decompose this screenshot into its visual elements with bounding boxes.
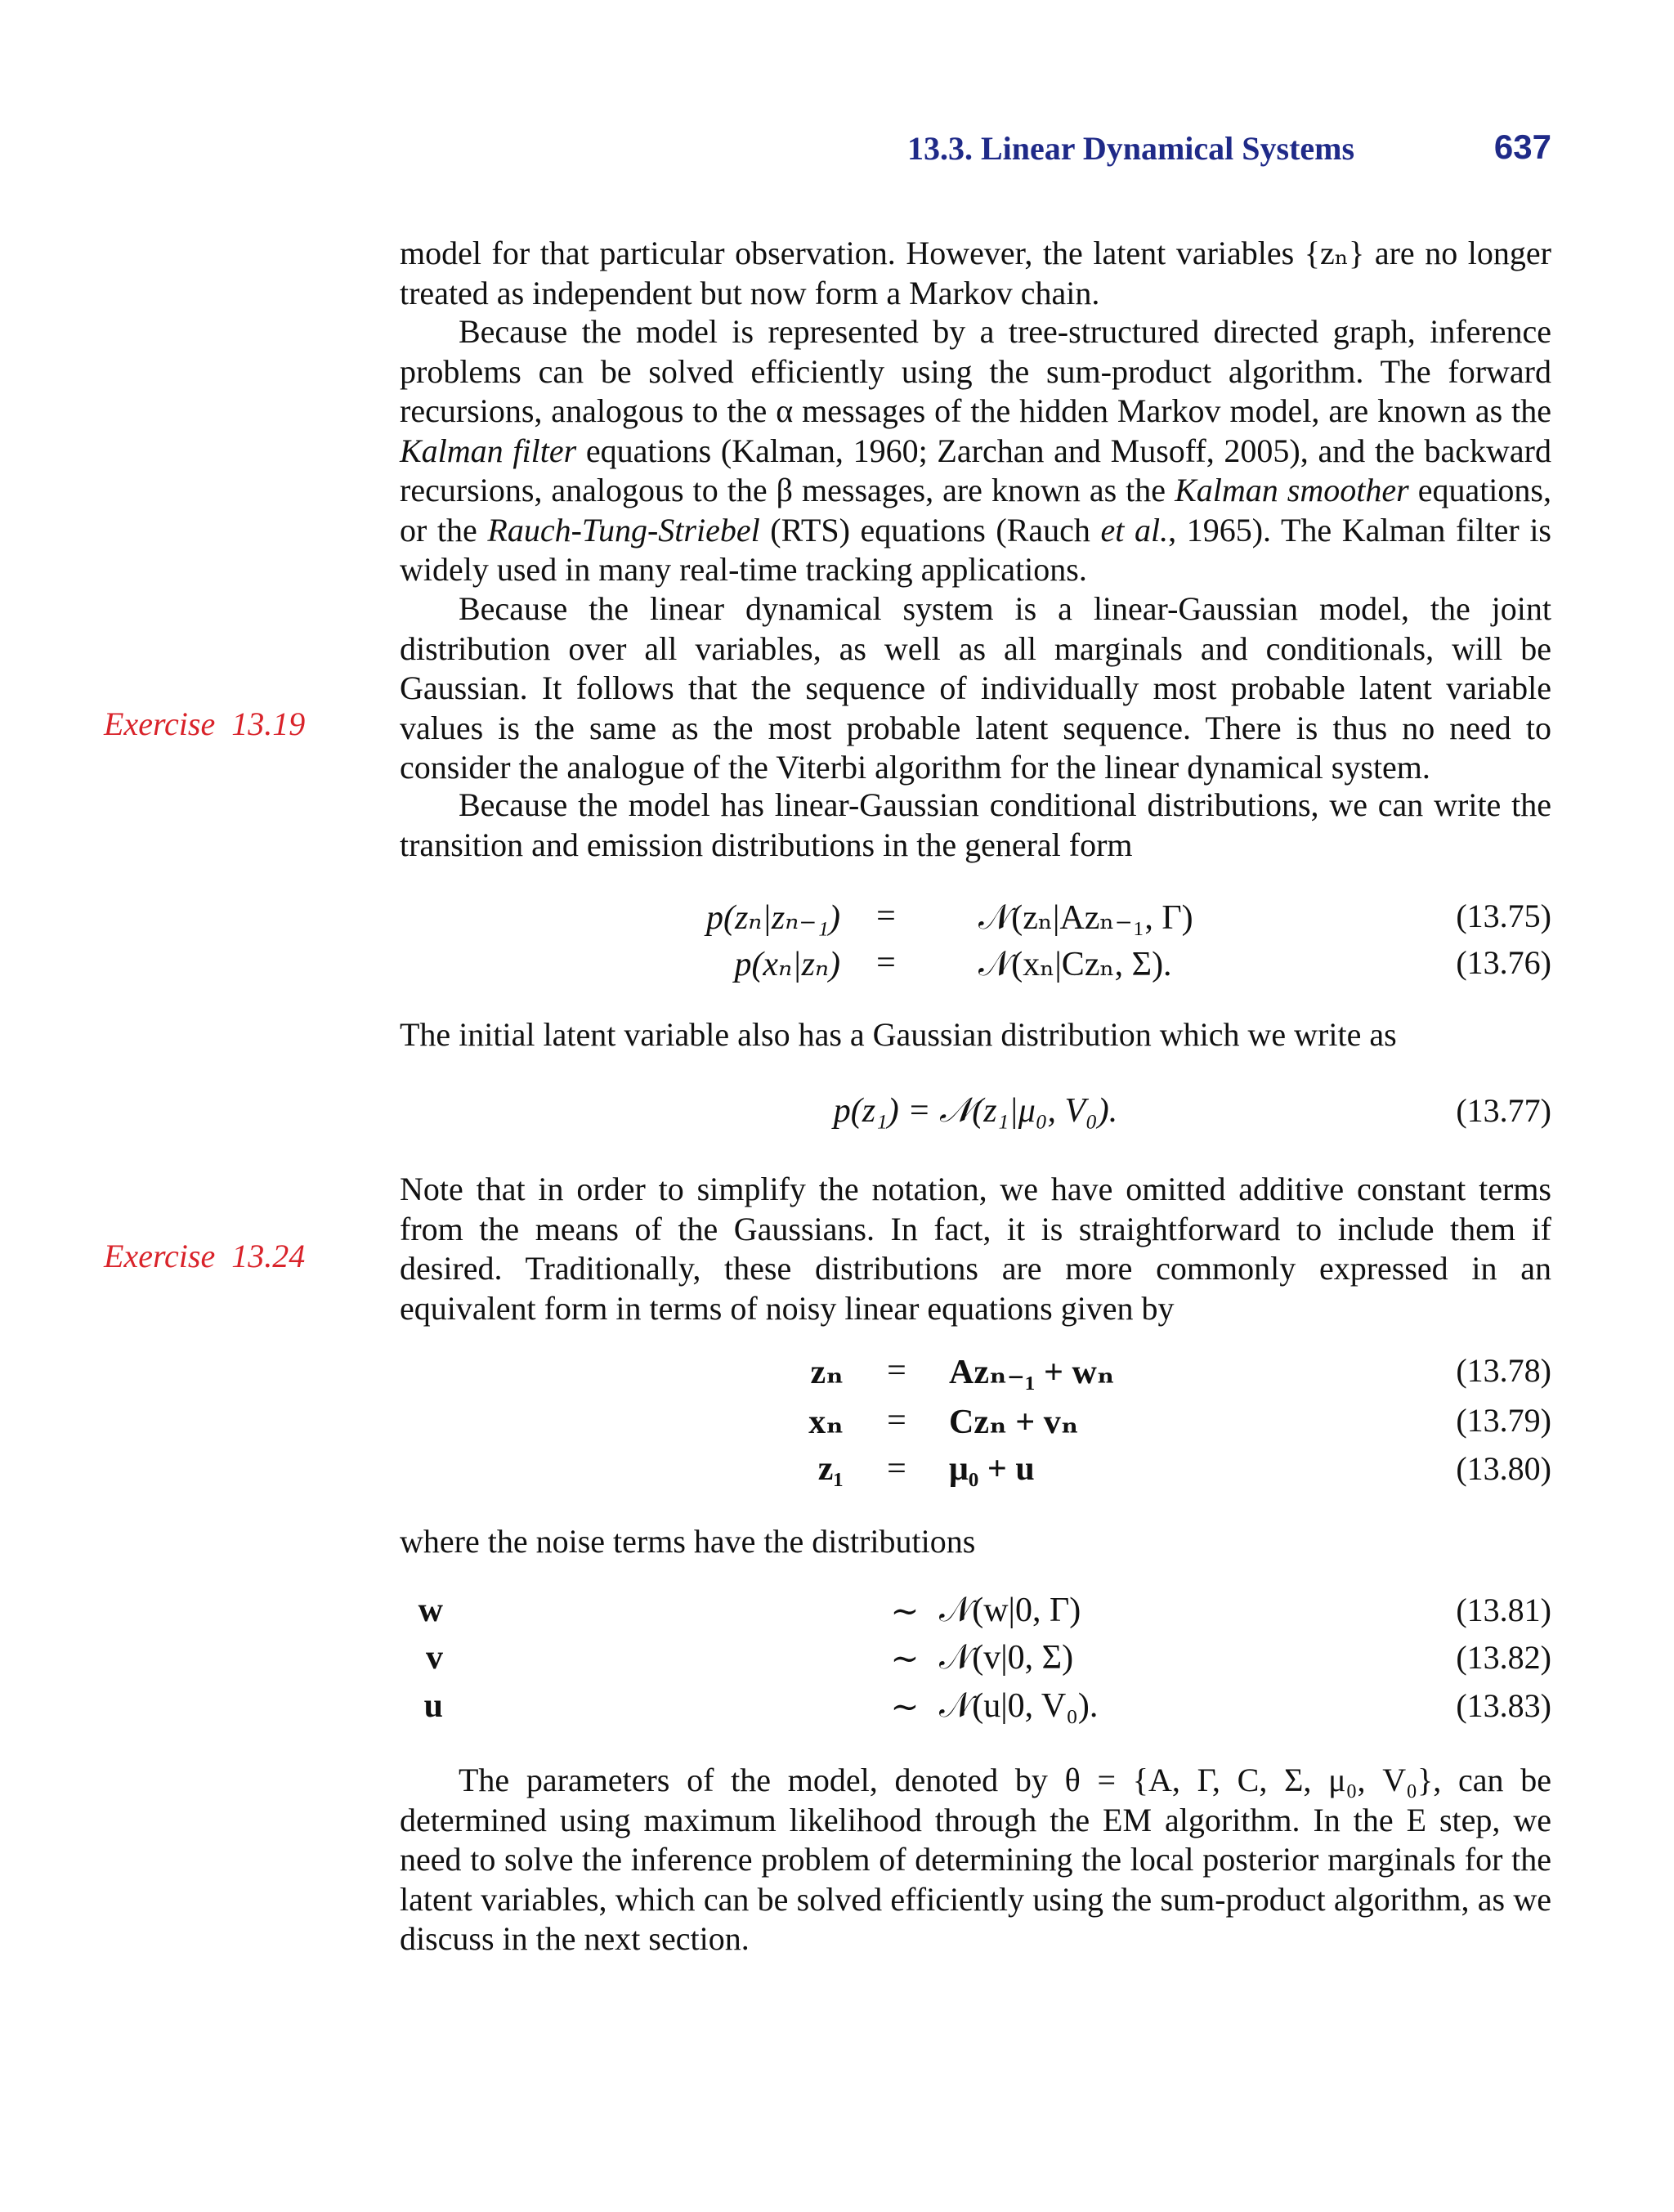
equation-lhs: z₁ [817, 1450, 844, 1488]
equation-number: (13.80) [1456, 1450, 1551, 1487]
equation-rhs: Czₙ + vₙ [949, 1404, 1079, 1441]
equation-relation: ∼ [890, 1689, 920, 1726]
equation-number: (13.77) [1456, 1092, 1551, 1129]
equation-lhs: v [426, 1639, 443, 1677]
equation-rhs: μ₀ + u [949, 1450, 1035, 1488]
equation-number: (13.83) [1456, 1687, 1551, 1724]
equation-rhs: 𝒩(u|0, V₀). [939, 1687, 1099, 1725]
equation-lhs: p(zₙ|zₙ₋₁) [705, 899, 840, 937]
text-run: (RTS) equations (Rauch [759, 511, 1101, 549]
paragraph-8: The parameters of the model, denoted by θ = {A, Γ, C, Σ, μ₀, V₀}, can be determined using maximum likelihood through the EM algorithm. In the E step, we need to solve the inference problem of determining the local posterior marginals for the latent variables, which can be solved efficiently using the sum-product algorithm, as we discuss in the next section. [400, 1762, 1551, 1957]
equation-relation: ∼ [890, 1641, 920, 1678]
equation-lhs: zₙ [810, 1354, 844, 1391]
paragraph-2 [400, 312, 1551, 590]
equation-13-75 [400, 897, 1551, 943]
paragraph-4: Because the model has linear-Gaussian conditional distributions, we can write the transition and emission distributions in the general form [400, 786, 1551, 863]
equation-13-80 [400, 1449, 1551, 1495]
paragraph-3: Because the linear dynamical system is a linear-Gaussian model, the joint distribution over all variables, as well as all marginals and conditionals, will be Gaussian. It follows that the sequence of individually most probable latent variable values is the same as the most probable latent sequence. There is thus no need to consider the analogue of the Viterbi algorithm for the linear dynamical system. [400, 590, 1551, 786]
page-number: 637 [1493, 128, 1551, 166]
term-kalman-filter: Kalman filter [400, 432, 577, 469]
equation-13-78 [400, 1351, 1551, 1397]
equation-number: (13.81) [1456, 1592, 1551, 1628]
text-run: Because the model is represented by a tree-structured directed graph, inference problems can be solved efficiently using the sum-product algorithm. The forward recursions, analogous to the α messages of the hidden Markov model, are known as the [400, 313, 1551, 429]
paragraph-7: where the noise terms have the distributions [400, 1523, 976, 1560]
exercise-note-13-24: Exercise 13.24 [104, 1238, 306, 1274]
equation-full: p(z₁) = 𝒩(z₁|μ₀, V₀). [833, 1092, 1118, 1130]
text-run: equations (Kalman, 1960; Zarchan and Musoff, 2005), and the backward recursions, analogous to the β messages, are known as the [400, 432, 1552, 508]
equation-13-83 [400, 1686, 1551, 1732]
equation-lhs: w [418, 1592, 443, 1629]
paragraph-5: The initial latent variable also has a Gaussian distribution which we write as [400, 1016, 1397, 1053]
citation-et-al: et al. [1100, 511, 1169, 549]
term-rts: Rauch-Tung-Striebel [487, 511, 760, 549]
equation-13-82 [400, 1638, 1551, 1684]
equation-relation: = [887, 1402, 906, 1440]
equation-lhs: xₙ [808, 1404, 844, 1441]
equation-rhs: 𝒩(v|0, Σ) [939, 1639, 1074, 1677]
equation-rhs: 𝒩(w|0, Γ) [939, 1592, 1081, 1629]
term-kalman-smoother: Kalman smoother [1175, 472, 1409, 508]
equation-relation: ∼ [890, 1593, 920, 1631]
text-run: , 1965). The Kalman filter is widely used in many real-time tracking applications. [400, 511, 1551, 588]
paragraph-6: Note that in order to simplify the notation, we have omitted additive constant terms from the means of the Gaussians. In fact, it is straightforward to include them if desired. Traditionally, these distributions are more commonly expressed in an equivalent form in terms of noisy linear equations given by [400, 1171, 1551, 1327]
equation-lhs: p(xₙ|zₙ) [734, 946, 840, 983]
exercise-note-13-19: Exercise 13.19 [104, 705, 306, 742]
equation-relation: = [876, 898, 896, 935]
equation-relation: = [887, 1450, 906, 1488]
equation-number: (13.76) [1456, 944, 1551, 981]
text-run: equations, or the [400, 472, 1551, 549]
equation-rhs: Azₙ₋₁ + wₙ [949, 1354, 1115, 1391]
equation-number: (13.82) [1456, 1639, 1551, 1676]
equation-rhs: 𝒩(xₙ|Czₙ, Σ). [978, 946, 1172, 983]
equation-lhs: u [423, 1687, 443, 1725]
equation-rhs: 𝒩(zₙ|Azₙ₋₁, Γ) [978, 899, 1193, 937]
equation-13-77 [400, 1091, 1551, 1137]
equation-13-81 [400, 1591, 1551, 1637]
paragraph-1: model for that particular observation. However, the latent variables {zₙ} are no longer treated as independent but now form a Markov chain. [400, 235, 1551, 311]
equation-relation: = [887, 1352, 906, 1390]
equation-relation: = [876, 944, 896, 982]
equation-number: (13.79) [1456, 1402, 1551, 1439]
equation-13-76 [400, 943, 1551, 989]
section-title: 13.3. Linear Dynamical Systems [907, 130, 1355, 167]
equation-13-79 [400, 1401, 1551, 1447]
equation-number: (13.78) [1456, 1352, 1551, 1389]
equation-number: (13.75) [1456, 898, 1551, 934]
